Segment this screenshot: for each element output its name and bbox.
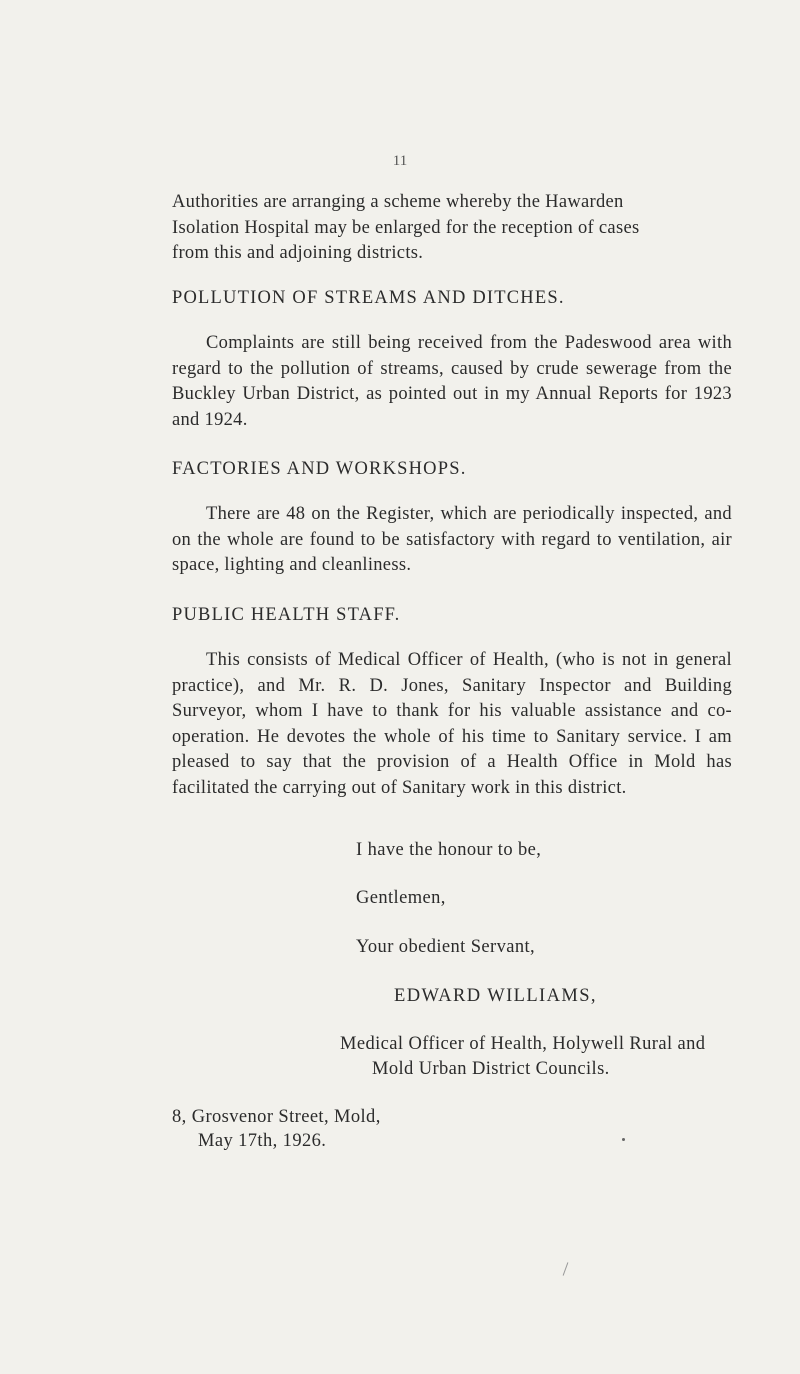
page-number: 11 <box>392 153 408 169</box>
section-heading-factories: FACTORIES AND WORKSHOPS. <box>172 459 467 479</box>
intro-paragraph <box>172 190 732 267</box>
closing-salutation: Gentlemen, <box>356 888 446 908</box>
address-date: May 17th, 1926. <box>198 1131 327 1151</box>
closing-servant: Your obedient Servant, <box>356 937 536 957</box>
section-text-factories: There are 48 on the Register, which are periodically inspected, and on the whole are found to be satisfactory with regard to ventilation, air space, lighting and cleanliness. <box>172 504 732 575</box>
intro-line: Isolation Hospital may be enlarged for the reception of cases <box>172 217 640 238</box>
pencil-mark <box>563 1262 569 1275</box>
signatory-title-line1: Medical Officer of Health, Holywell Rural and <box>340 1034 706 1054</box>
closing-honour: I have the honour to be, <box>356 840 542 860</box>
intro-line: Authorities are arranging a scheme whereby the Hawarden <box>172 192 624 212</box>
signatory-name: EDWARD WILLIAMS, <box>394 986 597 1006</box>
intro-line: from this and adjoining districts. <box>172 243 424 263</box>
section-text-pollution: Complaints are still being received from the Padeswood area with regard to the pollution of streams, caused by crude sewerage from the Buckley Urban District, as pointed out in my Annual Reports for 1923 and 1924. <box>172 333 732 430</box>
section-heading-pollution: POLLUTION OF STREAMS AND DITCHES. <box>172 288 565 308</box>
section-heading-staff: PUBLIC HEALTH STAFF. <box>172 605 401 625</box>
section-text-staff: This consists of Medical Officer of Health, (who is not in general practice), and Mr. R. D. Jones, Sanitary Inspector and Building Surveyor, whom I have to thank for his valuable assistance and co-operation. He devotes the whole of his time to Sanitary service. I am pleased to say that the provision of a Health Office in Mold has facilitated the carrying out of Sanitary work in this district. <box>172 650 732 798</box>
print-speck <box>622 1138 625 1141</box>
signatory-title-line2: Mold Urban District Councils. <box>372 1059 610 1079</box>
address-street: 8, Grosvenor Street, Mold, <box>172 1107 381 1127</box>
